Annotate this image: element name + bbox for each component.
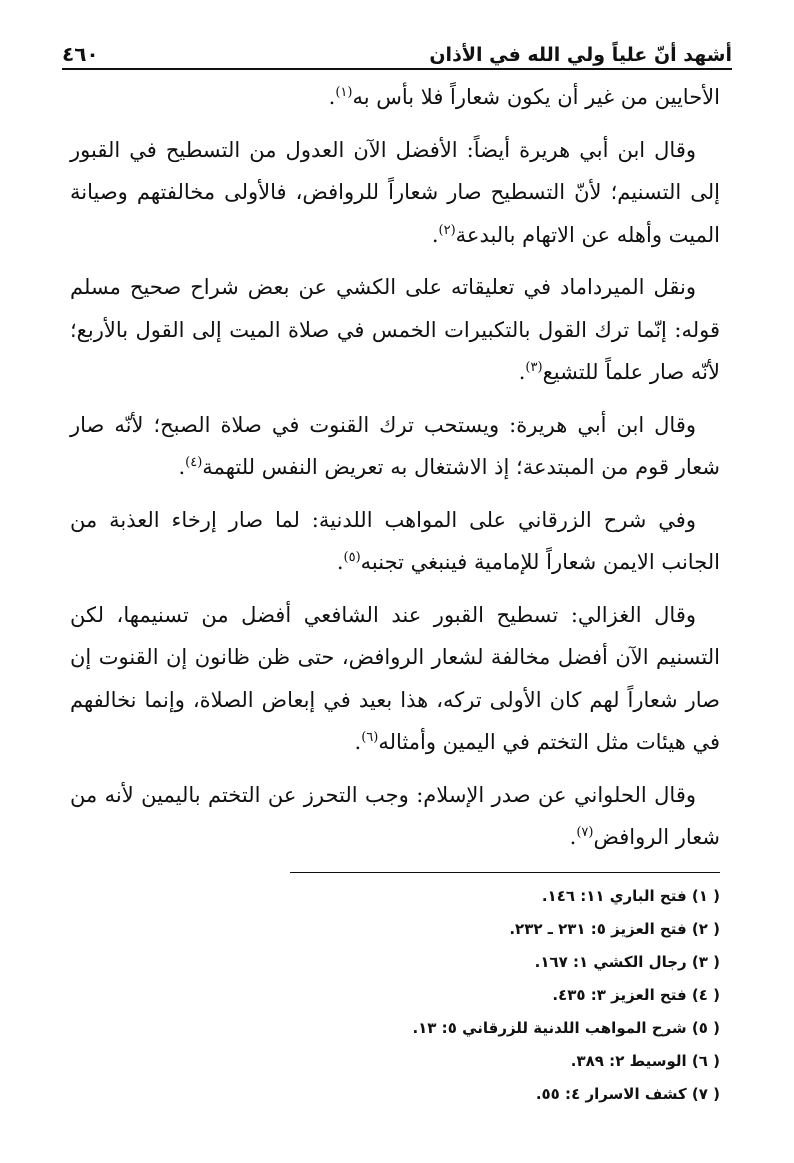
paragraph-end: . [569, 825, 577, 849]
paragraph-end: . [328, 85, 336, 109]
footnote-separator [290, 872, 720, 873]
paragraph [70, 499, 720, 584]
running-title: أشهد أنّ علياً ولي الله في الأذان [429, 44, 732, 66]
footnote: ( ٤) فتح العزيز ٣: ٤٣٥. [552, 986, 720, 1004]
paragraph-text: ونقل الميرداماد في تعليقاته على الكشي عن بعض شراح صحيح مسلم قوله: إنّما ترك القول بالتكبيرات الخمس في صلاة الميت إلى القول بالأربع؛ لأنّه صار علماً للتشيع [70, 275, 720, 384]
footnote-ref: (٦) [361, 730, 379, 745]
footnote: ( ١) فتح الباري ١١: ١٤٦. [541, 887, 720, 905]
paragraph [70, 404, 720, 489]
footnote: ( ٦) الوسيط ٢: ٣٨٩. [570, 1052, 720, 1070]
paragraph [70, 129, 720, 257]
paragraph-end: . [178, 455, 186, 479]
paragraph-end: . [354, 730, 362, 754]
paragraph-text: وقال الحلواني عن صدر الإسلام: وجب التحرز عن التختم باليمين لأنه من شعار الروافض [70, 782, 720, 849]
paragraph-text: وقال الغزالي: تسطيح القبور عند الشافعي أفضل من تسنيمها، لكن التسنيم الآن أفضل مخالفة لشعار الروافض، حتى ظن ظانون إن القنوت إن صار شعاراً لهم كان الأولى تركه، هذا بعيد في إبعاض الصلاة، وإنما نخالفهم في هيئات مثل التختم في اليمين وأمثاله [70, 602, 720, 754]
page-number: ٤٦٠ [62, 42, 99, 66]
paragraph-text: وفي شرح الزرقاني على المواهب اللدنية: لما صار إرخاء العذبة من الجانب الايمن شعاراً للإمامية فينبغي تجنبه [70, 507, 720, 574]
page-header [62, 30, 732, 66]
paragraph-end: . [518, 360, 526, 384]
footnote-ref: (٧) [576, 825, 594, 840]
body-text [70, 76, 720, 869]
footnote: ( ٥) شرح المواهب اللدنية للزرقاني ٥: ١٣. [412, 1019, 720, 1037]
paragraph [70, 774, 720, 859]
footnote-ref: (٢) [438, 222, 456, 238]
footnote: ( ٧) كشف الاسرار ٤: ٥٥. [535, 1085, 720, 1103]
header-rule [62, 68, 732, 70]
footnote-ref: (١) [335, 85, 353, 100]
paragraph [70, 594, 720, 764]
footnote: ( ٢) فتح العزيز ٥: ٢٣١ ـ ٢٣٢. [509, 920, 720, 938]
paragraph [70, 76, 720, 119]
footnote-ref: (٥) [343, 550, 361, 565]
footnotes [70, 880, 720, 1111]
paragraph [70, 266, 720, 394]
footnote-ref: (٣) [525, 360, 543, 375]
footnote: ( ٣) رجال الكشي ١: ١٦٧. [534, 953, 720, 971]
paragraph-end: . [336, 550, 344, 574]
paragraph-text: الأحايين من غير أن يكون شعاراً فلا بأس به [352, 85, 720, 109]
paragraph-text: وقال ابن أبي هريرة أيضاً: الأفضل الآن العدول من التسطيح في القبور إلى التسنيم؛ لأنّ التسطيح صار شعاراً للروافض، فالأولى مخالفتهم وصيانة الميت وأهله عن الاتهام بالبدعة [70, 137, 720, 247]
footnote-ref: (٤) [185, 455, 203, 470]
paragraph-text: وقال ابن أبي هريرة: ويستحب ترك القنوت في صلاة الصبح؛ لأنّه صار شعار قوم من المبتدعة؛ إذ الاشتغال به تعريض النفس للتهمة [70, 412, 720, 479]
paragraph-end: . [431, 222, 439, 247]
